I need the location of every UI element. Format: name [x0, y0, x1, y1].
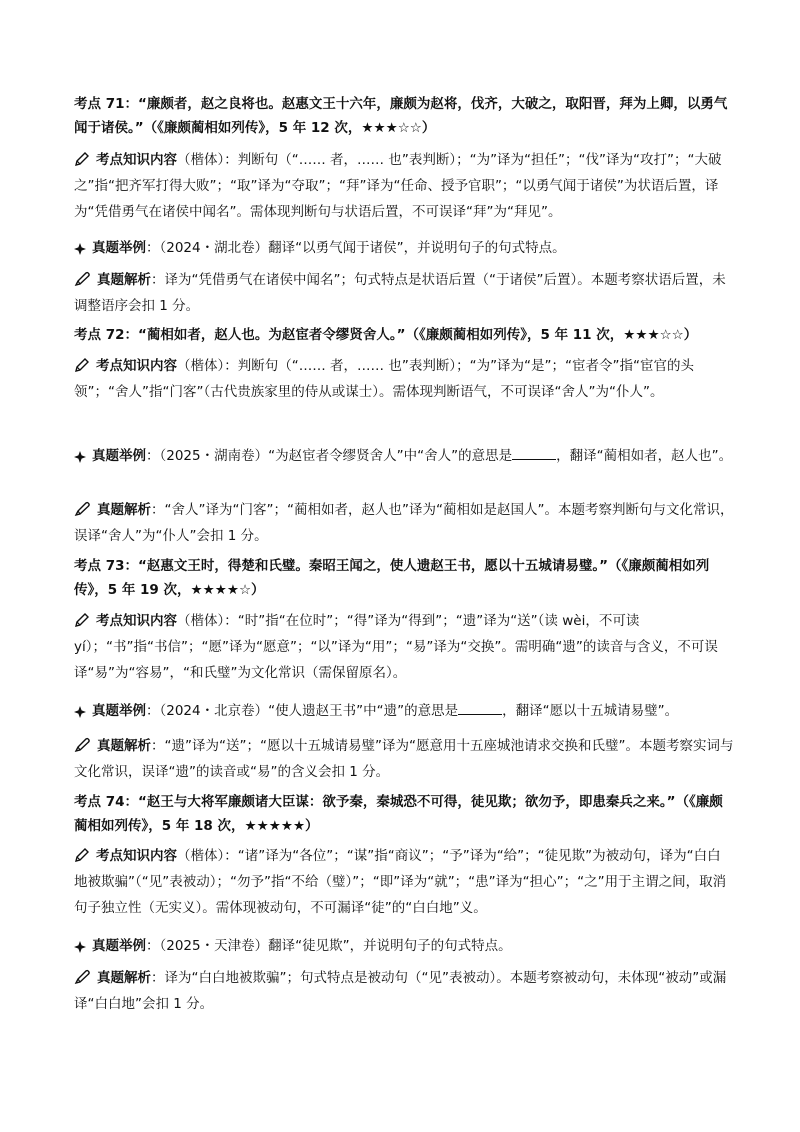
example-label: 真题举例 — [92, 240, 146, 256]
point-72-analysis — [74, 497, 734, 549]
knowledge-label: 考点知识内容 — [96, 358, 177, 374]
point-72-heading: 考点 72：“蔺相如者，赵人也。为赵宦者令缪贤舍人。”（《廉颇蔺相如列传》，5 年 11 次，★★★☆☆） — [74, 327, 698, 343]
example-text: ：（2024・湖北卷）翻译“以勇气闻于诸侯”，并说明句子的句式特点。 — [146, 240, 566, 256]
point-71-example — [74, 235, 734, 261]
knowledge-text: （楷体）：“诸”译为“各位”；“谋”指“商议”；“予”译为“给”；“徒见欺”为被动句，译为“白白地被欺骗”（“见”表被动）；“勿予”指“不给（璧）”；“即”译为“就”；“患”译为“担心”；“之”用于主谓之间，取消句子独立性（无实义）。需体现被动句，不可漏译“徒”的“白白地”义。 — [74, 848, 727, 916]
diamond-icon — [74, 243, 86, 255]
point-71-analysis — [74, 267, 734, 319]
point-74-knowledge — [74, 843, 734, 921]
knowledge-text: （楷体）：判断句（“…… 者，…… 也”表判断）；“为”译为“是”；“宦者令”指“宦官的头领”；“舍人”指“门客”（古代贵族家里的侍从或谋士）。需体现判断语气，不可误译“舍人”为“仆人”。 — [74, 358, 695, 400]
knowledge-text: （楷体）：“时”指“在位时”；“得”译为“得到”；“遗”译为“送”（读 wèi，不可读 yí）；“书”指“书信”；“愿”译为“愿意”；“以”译为“用”；“易”译为“交换”。需明确“遗”的读音与含义，不可误译“易”为“容易”，“和氏璧”为文化常识（需保留原名）。 — [74, 613, 718, 681]
answer-blank[interactable] — [512, 447, 556, 460]
pen-icon — [74, 968, 91, 985]
point-73-heading: 考点 73：“赵惠文王时，得楚和氏璧。秦昭王闻之，使人遗赵王书，愿以十五城请易璧。”（《廉颇蔺相如列传》，5 年 19 次，★★★★☆） — [74, 558, 710, 598]
example-text-after: ，翻译“愿以十五城请易璧”。 — [502, 703, 679, 719]
example-text: ：（2024・北京卷）“使人遗赵王书”中“遗”的意思是 — [146, 703, 459, 719]
point-73-knowledge — [74, 608, 734, 686]
pencil-icon — [74, 357, 90, 373]
point-74-heading: 考点 74：“赵王与大将军廉颇诸大臣谋：欲予秦，秦城恐不可得，徒见欺；欲勿予，即患秦兵之来。”（《廉颇蔺相如列传》，5 年 18 次，★★★★★） — [74, 794, 723, 834]
example-label: 真题举例 — [92, 448, 146, 464]
pen-icon — [74, 270, 91, 287]
example-text: ：（2025・湖南卷）“为赵宦者令缪贤舍人”中“舍人”的意思是 — [146, 448, 513, 464]
pen-icon — [74, 736, 91, 753]
analysis-label: 真题解析 — [97, 738, 151, 754]
example-text: ：（2025・天津卷）翻译“徒见欺”，并说明句子的句式特点。 — [146, 938, 512, 954]
diamond-icon — [74, 451, 86, 463]
analysis-label: 真题解析 — [97, 970, 151, 986]
example-label: 真题举例 — [92, 703, 146, 719]
knowledge-label: 考点知识内容 — [96, 152, 177, 168]
point-71-knowledge — [74, 147, 734, 225]
knowledge-text: （楷体）：判断句（“…… 者，…… 也”表判断）；“为”译为“担任”；“伐”译为“攻打”；“大破之”指“把齐军打得大败”；“取”译为“夺取”；“拜”译为“任命、授予官职”；“以勇气闻于诸侯”为状语后置，译为“凭借勇气在诸侯中闻名”。需体现判断句与状语后置，不可误译“拜”为“拜见”。 — [74, 152, 722, 220]
pencil-icon — [74, 612, 90, 628]
example-text-after: ，翻译“蔺相如者，赵人也”。 — [556, 448, 733, 464]
analysis-label: 真题解析 — [97, 502, 151, 518]
pencil-icon — [74, 151, 90, 167]
knowledge-label: 考点知识内容 — [96, 848, 177, 864]
analysis-text: ：“遗”译为“送”；“愿以十五城请易璧”译为“愿意用十五座城池请求交换和氏璧”。本题考察实词与文化常识，误译“遗”的读音或“易”的含义会扣 1 分。 — [74, 738, 734, 780]
analysis-text: ：译为“凭借勇气在诸侯中闻名”；句式特点是状语后置（“于诸侯”后置）。本题考察状语后置，未调整语序会扣 1 分。 — [74, 272, 726, 314]
example-label: 真题举例 — [92, 938, 146, 954]
point-74-example — [74, 933, 734, 959]
point-72-example — [74, 443, 734, 469]
answer-blank[interactable] — [458, 702, 502, 715]
point-71-heading: 考点 71：“廉颇者，赵之良将也。赵惠文王十六年，廉颇为赵将，伐齐，大破之，取阳晋，拜为上卿，以勇气闻于诸侯。”（《廉颇蔺相如列传》，5 年 12 次，★★★☆☆） — [74, 96, 728, 136]
point-72-knowledge — [74, 353, 734, 405]
pencil-icon — [74, 847, 90, 863]
pen-icon — [74, 500, 91, 517]
analysis-text: ：译为“白白地被欺骗”；句式特点是被动句（“见”表被动）。本题考察被动句，未体现“被动”或漏译“白白地”会扣 1 分。 — [74, 970, 727, 1012]
diamond-icon — [74, 706, 86, 718]
knowledge-label: 考点知识内容 — [96, 613, 177, 629]
analysis-label: 真题解析 — [97, 272, 151, 288]
point-73-analysis — [74, 733, 734, 785]
diamond-icon — [74, 941, 86, 953]
analysis-text: ：“舍人”译为“门客”；“蔺相如者，赵人也”译为“蔺相如是赵国人”。本题考察判断句与文化常识，误译“舍人”为“仆人”会扣 1 分。 — [74, 502, 734, 544]
point-74-analysis — [74, 965, 734, 1017]
point-73-example — [74, 698, 734, 724]
